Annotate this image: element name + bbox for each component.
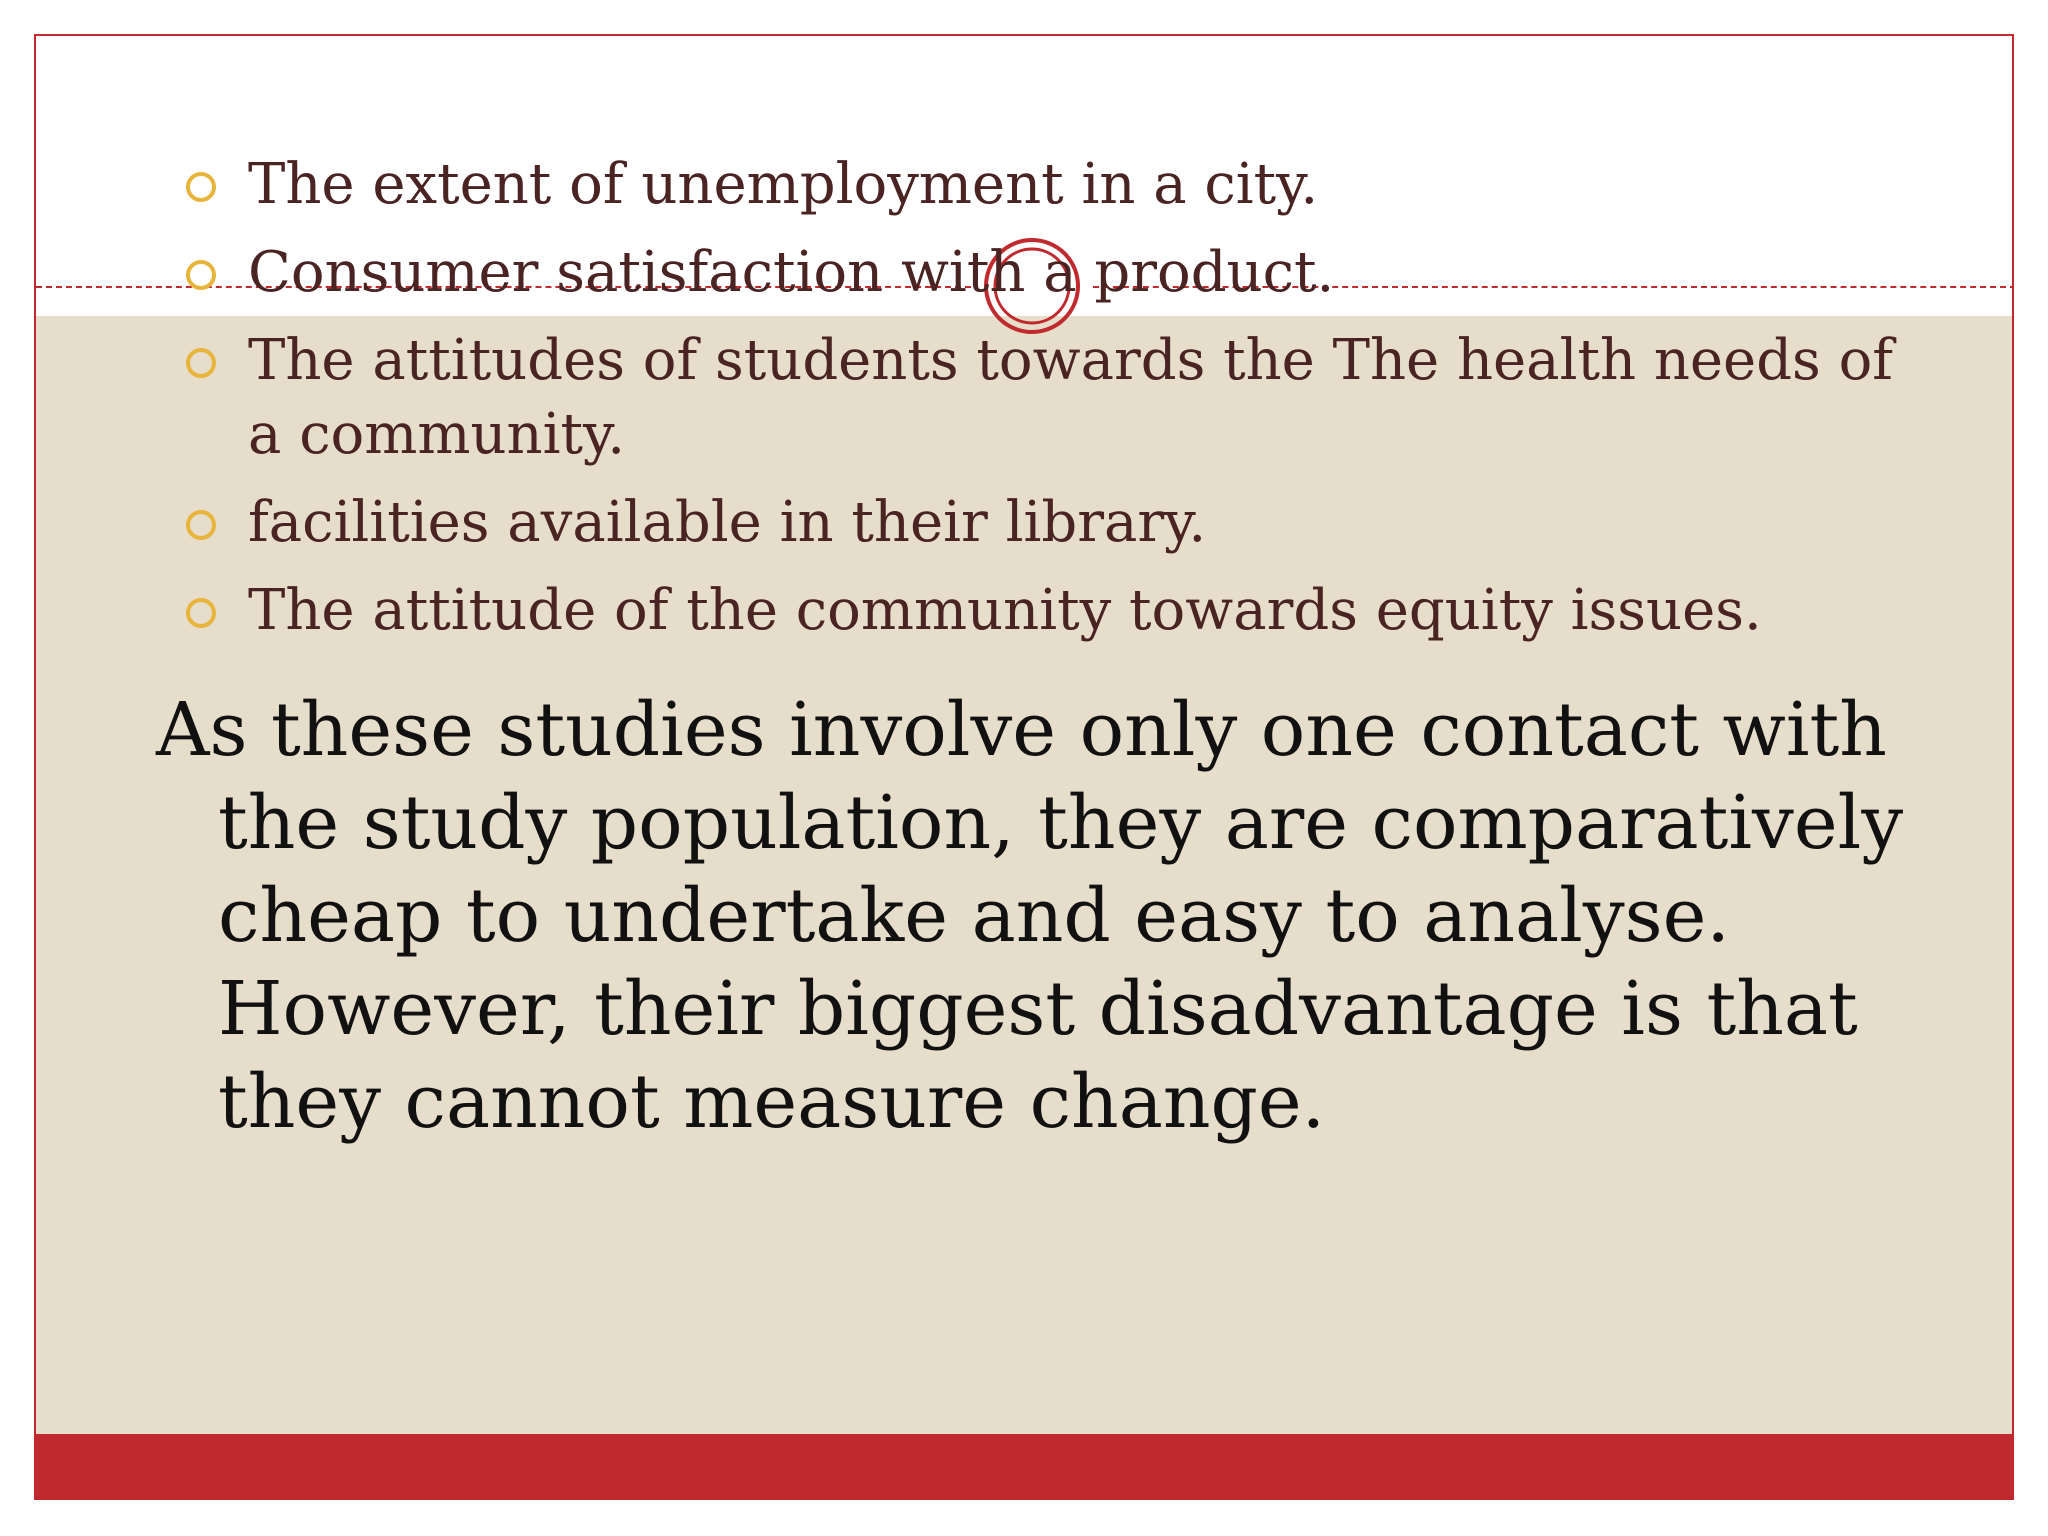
footer-bar: [36, 1434, 2012, 1500]
bullet-circle-icon: [186, 172, 216, 202]
bullet-circle-icon: [186, 598, 216, 628]
bullet-list: [186, 148, 1926, 662]
bullet-text: The attitudes of students towards the The health needs of a community.: [248, 328, 1894, 467]
bullet-text: The attitude of the community towards equity issues.: [248, 578, 1762, 643]
bullet-item: [186, 486, 1926, 560]
slide: [34, 34, 2014, 1500]
bullet-item: [186, 324, 1926, 472]
bullet-text: The extent of unemployment in a city.: [248, 152, 1319, 217]
body-paragraph: As these studies involve only one contact with the study population, they are comparatively cheap to undertake and easy to analyse. However, their biggest disadvantage is that they cannot measure change.: [156, 687, 1904, 1145]
bullet-item: [186, 574, 1926, 648]
bullet-item: [186, 236, 1926, 310]
bullet-circle-icon: [186, 260, 216, 290]
bullet-item: [186, 148, 1926, 222]
bullet-circle-icon: [186, 348, 216, 378]
bullet-text: Consumer satisfaction with a product.: [248, 240, 1335, 305]
bullet-text: facilities available in their library.: [248, 490, 1207, 555]
bullet-circle-icon: [186, 510, 216, 540]
